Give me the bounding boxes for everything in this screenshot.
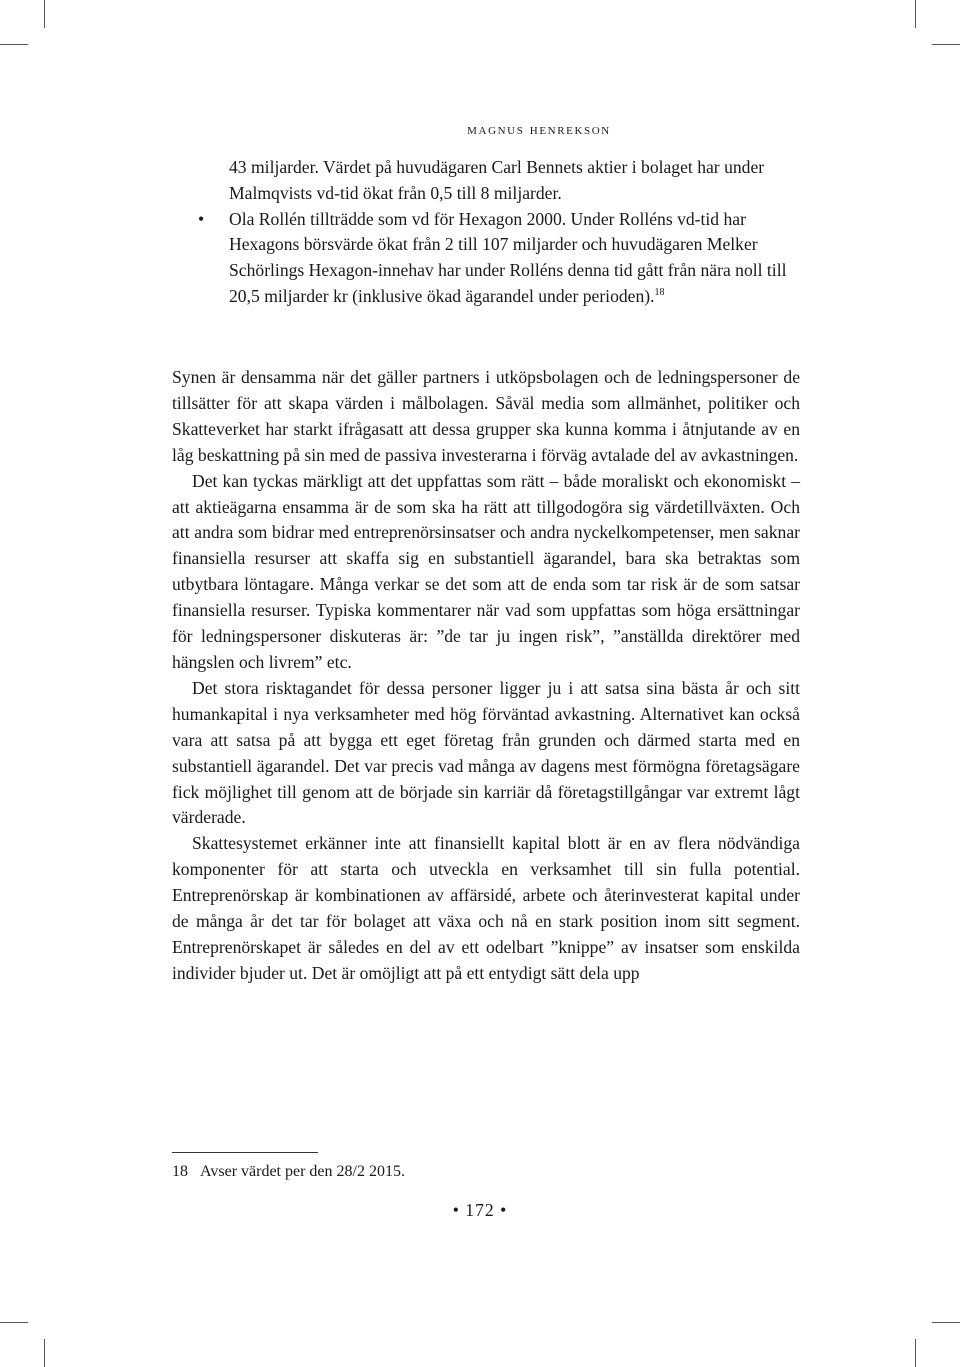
crop-mark bbox=[0, 1322, 28, 1323]
footnote-rule bbox=[172, 1152, 318, 1153]
paragraph: Det kan tyckas märkligt att det uppfattas som rätt – både moraliskt och ekonomiskt – att aktieägarna ensamma är de som ska ha rätt att tillgodogöra sig värdetillväxten. Och att andra som bidrar med entreprenörsinsatser och andra nyckelkompetenser, men saknar finansiella resurser att skaffa sig en substantiell ägarandel, bara ska betraktas som utbytbara löntagare. Många verkar se det som att de enda som tar risk är de som satsar finansiella resurser. Typiska kommentarer när vad som uppfattas som höga ersättningar för ledningspersoner diskuteras är: ”de tar ju ingen risk”, ”anställda direktörer med hängslen och livrem” etc. bbox=[172, 470, 800, 672]
crop-mark bbox=[932, 44, 960, 45]
list-item bbox=[172, 155, 802, 207]
paragraph: Synen är densamma när det gäller partners i utköpsbolagen och de ledningspersoner de tillsätter för att skapa värden i målbolagen. Såväl media som allmänhet, politiker och Skatteverket har starkt ifrågasatt att dessa grupper ska kunna komma i åtnjutande av en låg beskattning på sin med de passiva investerarna i förväg avtalade del av avkastningen. bbox=[172, 367, 800, 465]
running-head-text: magnus henrekson bbox=[467, 122, 611, 138]
footnote-reference[interactable]: 18 bbox=[654, 286, 665, 298]
paragraph: Skattesystemet erkänner inte att finansiellt kapital blott är en av flera nödvändiga komponenter för att starta och utveckla en verksamhet till sin fulla potential. Entreprenörskap är kombinationen av affärsidé, arbete och återinvesterat kapital under de många år det tar för bolaget att växa och nå en stark position inom sitt segment. Entreprenörskapet är således en del av ett odelbart ”knippe” av insatser som enskilda individer bjuder ut. Det är omöjligt att på ett entydigt sätt dela upp bbox=[172, 833, 800, 983]
crop-mark bbox=[915, 0, 916, 28]
crop-mark bbox=[0, 44, 28, 45]
crop-mark bbox=[932, 1322, 960, 1323]
crop-mark bbox=[44, 0, 45, 28]
list-item-text: Ola Rollén tillträdde som vd för Hexagon 2000. Under Rolléns vd-tid har Hexagons börsvärde ökat från 2 till 107 miljarder och huvudägaren Melker Schörlings Hexagon-innehav har under Rolléns denna tid gått från nära noll till 20,5 miljarder kr (inklusive ökad ägarandel under perioden). bbox=[229, 208, 787, 306]
footnote bbox=[172, 1161, 405, 1183]
crop-mark bbox=[44, 1339, 45, 1367]
bullet-marker: • bbox=[198, 208, 205, 229]
crop-mark bbox=[915, 1339, 916, 1367]
body-text bbox=[172, 365, 800, 987]
footnote-number: 18 bbox=[172, 1163, 188, 1180]
page-number: • 172 • bbox=[452, 1200, 508, 1220]
footnote-text: Avser värdet per den 28/2 2015. bbox=[200, 1163, 405, 1180]
list-item bbox=[172, 207, 802, 310]
list-item-text: 43 miljarder. Värdet på huvudägaren Carl Bennets aktier i bolaget har under Malmqvists vd-tid ökat från 0,5 till 8 miljarder. bbox=[229, 157, 765, 203]
bullet-list bbox=[172, 155, 802, 310]
running-head bbox=[0, 122, 960, 139]
paragraph: Det stora risktagandet för dessa personer ligger ju i att satsa sina bästa år och sitt humankapital i nya verksamheter med hög förväntad avkastning. Alternativet kan också vara att satsa på att bygga ett eget företag från grunden och därmed starta med en substantiell ägarandel. Det var precis vad många av dagens mest förmögna företagsägare fick möjlighet till genom att de började sin karriär då företagstillgångar var extremt lågt värderade. bbox=[172, 677, 800, 828]
